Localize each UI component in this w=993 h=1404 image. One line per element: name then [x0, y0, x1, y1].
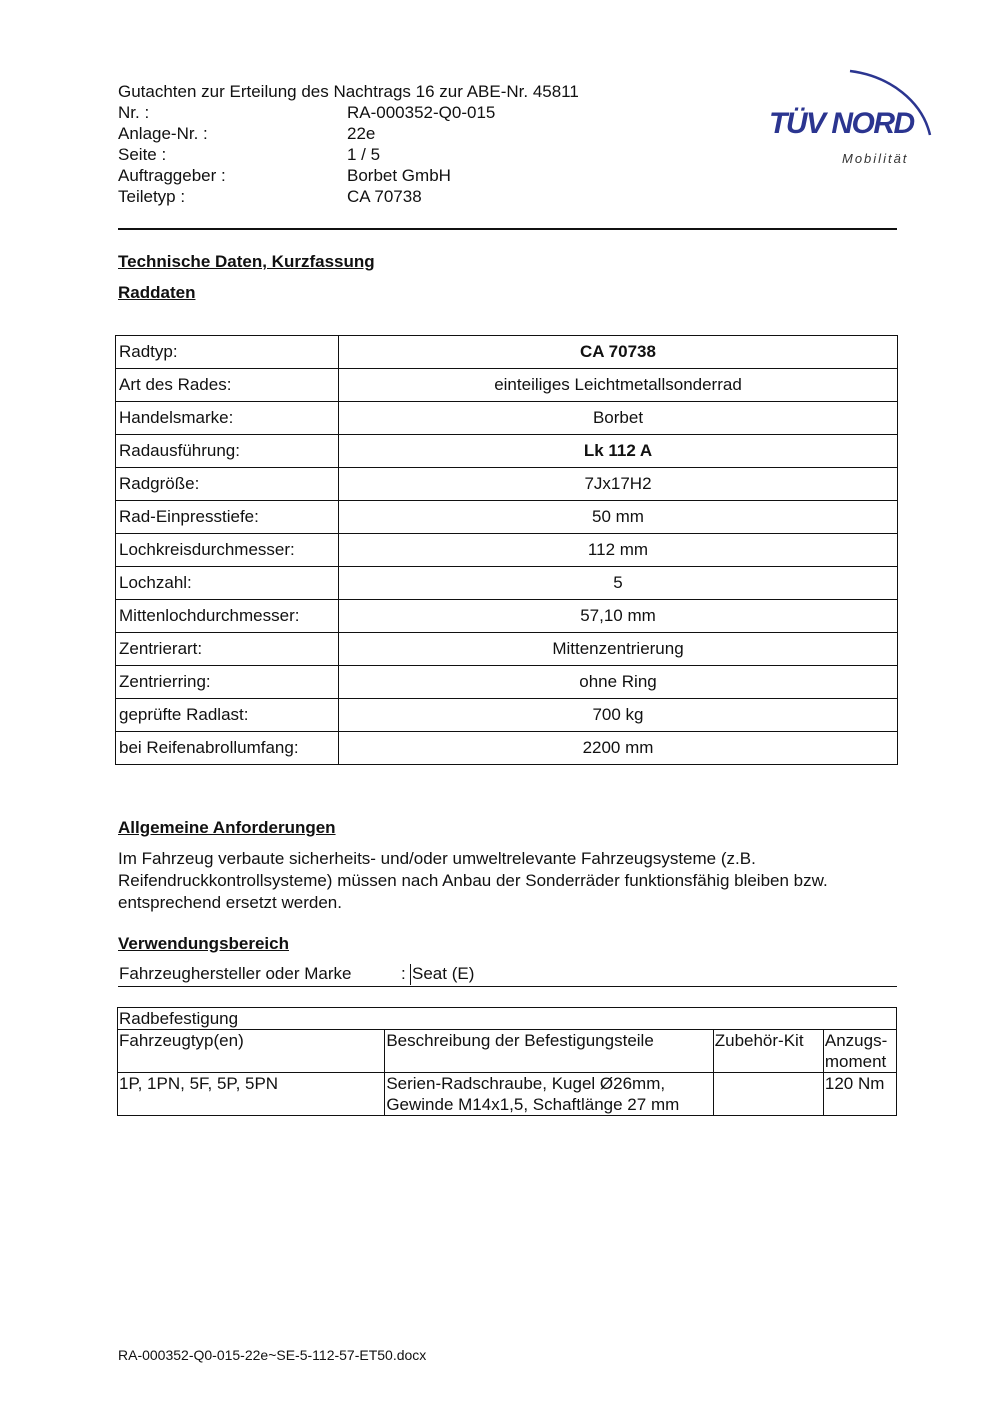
row-label: Art des Rades: [116, 369, 339, 402]
header-key: Nr. : [118, 103, 150, 122]
table-row [116, 600, 898, 633]
header-row [118, 144, 579, 165]
general-requirements-text: Im Fahrzeug verbaute sicherheits- und/oder umweltrelevante Fahrzeugsysteme (z.B. Reifendruckkontrollsysteme) müssen nach Anbau der Sonderräder funktionsfähig bleiben bzw. entsprechend ersetzt werden. [118, 849, 828, 912]
row-value: ohne Ring [339, 666, 898, 699]
footer-filename: RA-000352-Q0-015-22e~SE-5-112-57-ET50.docx [118, 1347, 427, 1363]
row-label: Mittenlochdurchmesser: [116, 600, 339, 633]
usage-row [118, 963, 897, 987]
table-cell: 1P, 1PN, 5F, 5P, 5PN [118, 1073, 385, 1116]
usage-separator [410, 964, 411, 985]
row-value: 5 [339, 567, 898, 600]
row-label: Handelsmarke: [116, 402, 339, 435]
table-row [116, 534, 898, 567]
table-row [116, 666, 898, 699]
table-row [116, 435, 898, 468]
header-value: CA 70738 [347, 187, 422, 206]
tuv-nord-logo [762, 57, 942, 172]
header-cell: Fahrzeugtyp(en) [118, 1030, 385, 1073]
row-label: Radausführung: [116, 435, 339, 468]
document-header [118, 81, 579, 207]
row-value: Lk 112 A [339, 435, 898, 468]
header-cell: Zubehör-Kit [713, 1030, 823, 1073]
row-value: 2200 mm [339, 732, 898, 765]
table-row [116, 732, 898, 765]
row-label: bei Reifenabrollumfang: [116, 732, 339, 765]
table-row [116, 402, 898, 435]
general-requirements-title: Allgemeine Anforderungen [118, 818, 336, 837]
row-value: 112 mm [339, 534, 898, 567]
row-label: Lochkreisdurchmesser: [116, 534, 339, 567]
row-value: 700 kg [339, 699, 898, 732]
row-label: Zentrierart: [116, 633, 339, 666]
wheel-data-table [115, 335, 898, 765]
header-row [118, 186, 579, 207]
wheel-fixing-table [117, 1007, 897, 1116]
header-cell: Anzugs-moment [823, 1030, 896, 1073]
row-value: einteiliges Leichtmetallsonderrad [339, 369, 898, 402]
row-value: 57,10 mm [339, 600, 898, 633]
row-label: Zentrierring: [116, 666, 339, 699]
logo-subtitle: Mobilität [842, 151, 909, 166]
row-value: 7Jx17H2 [339, 468, 898, 501]
table-row [116, 567, 898, 600]
row-value: 50 mm [339, 501, 898, 534]
table-row [116, 501, 898, 534]
table-row [118, 1073, 897, 1116]
row-label: Radgröße: [116, 468, 339, 501]
row-label: Rad-Einpresstiefe: [116, 501, 339, 534]
usage-colon: : [401, 964, 406, 983]
header-value: RA-000352-Q0-015 [347, 103, 496, 122]
table-row [116, 699, 898, 732]
row-label: geprüfte Radlast: [116, 699, 339, 732]
usage-value: Seat (E) [412, 964, 475, 983]
header-cell: Beschreibung der Befestigungsteile [385, 1030, 713, 1073]
header-key: Seite : [118, 145, 167, 164]
header-divider [118, 228, 897, 230]
table-cell: 120 Nm [823, 1073, 896, 1116]
header-key: Teiletyp : [118, 187, 186, 206]
header-value: 22e [347, 124, 376, 143]
table-header-row [118, 1030, 897, 1073]
header-value: Borbet GmbH [347, 166, 451, 185]
table-row [116, 336, 898, 369]
table-cell: Serien-Radschraube, Kugel Ø26mm, Gewinde M14x1,5, Schaftlänge 27 mm [385, 1073, 713, 1116]
table-cell [713, 1073, 823, 1116]
row-value: Mittenzentrierung [339, 633, 898, 666]
usage-label: Fahrzeughersteller oder Marke [119, 964, 352, 983]
row-label: Lochzahl: [116, 567, 339, 600]
header-value: 1 / 5 [347, 145, 381, 164]
header-row [118, 165, 579, 186]
table-row [116, 468, 898, 501]
row-value: Borbet [339, 402, 898, 435]
usage-title: Verwendungsbereich [118, 934, 289, 953]
section-title: Technische Daten, Kurzfassung [118, 252, 375, 271]
header-row [118, 123, 579, 144]
row-label: Radtyp: [116, 336, 339, 369]
header-key: Auftraggeber : [118, 166, 226, 185]
section-subtitle: Raddaten [118, 283, 196, 302]
row-value: CA 70738 [339, 336, 898, 369]
table-row [116, 633, 898, 666]
header-key: Anlage-Nr. : [118, 124, 208, 143]
header-row [118, 102, 579, 123]
table-title-cell: Radbefestigung [118, 1008, 897, 1030]
table-title-row [118, 1008, 897, 1030]
header-title: Gutachten zur Erteilung des Nachtrags 16 zur ABE-Nr. 45811 [118, 82, 579, 101]
logo-wordmark: TÜV NORD [769, 107, 914, 140]
table-row [116, 369, 898, 402]
